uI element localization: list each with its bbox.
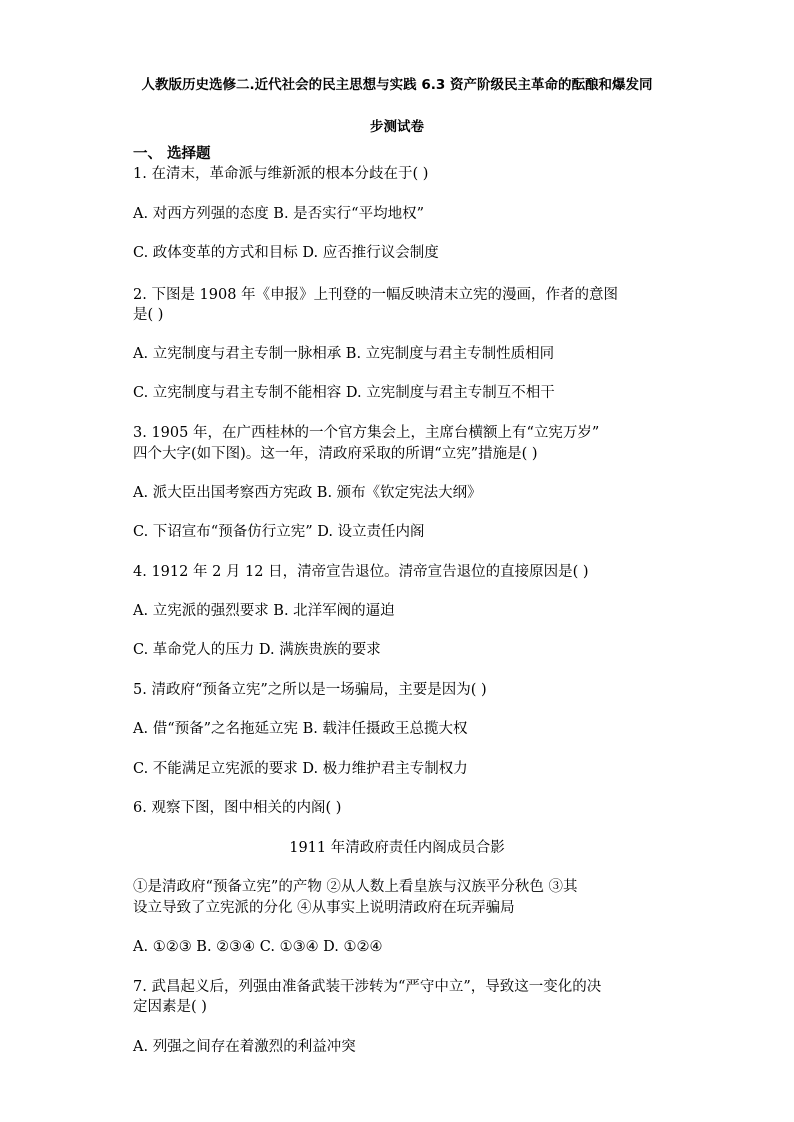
question-1-options-row-1: A. 对西方列强的态度 B. 是否实行“平均地权” (133, 206, 424, 222)
question-5-stem: 5. 清政府“预备立宪”之所以是一场骗局，主要是因为( ) (133, 682, 487, 698)
question-6-statements-line-2: 设立导致了立宪派的分化 ④从事实上说明清政府在玩弄骗局 (133, 900, 515, 916)
question-1-stem: 1. 在清末，革命派与维新派的根本分歧在于( ) (133, 166, 429, 182)
question-2-options-row-1: A. 立宪制度与君主专制一脉相承 B. 立宪制度与君主专制性质相同 (133, 346, 555, 362)
question-3-stem-line-2: 四个大字(如下图)。这一年，清政府采取的所谓“立宪”措施是( ) (133, 446, 538, 462)
question-6-figure-caption: 1911 年清政府责任内阁成员合影 (289, 840, 505, 856)
document-title-line-1: 人教版历史选修二.近代社会的民主思想与实践 6.3 资产阶级民主革命的酝酿和爆发同 (141, 77, 653, 93)
question-5-options-row-2: C. 不能满足立宪派的要求 D. 极力维护君主专制权力 (133, 761, 468, 777)
question-3-options-row-1: A. 派大臣出国考察西方宪政 B. 颁布《钦定宪法大纲》 (133, 485, 482, 501)
document-title-line-2: 步测试卷 (370, 119, 424, 135)
question-6-options-row: A. ①②③ B. ②③④ C. ①③④ D. ①②④ (133, 939, 383, 955)
question-7-option-a: A. 列强之间存在着激烈的利益冲突 (133, 1039, 356, 1055)
question-6-stem: 6. 观察下图，图中相关的内阁( ) (133, 800, 342, 816)
question-2-stem-line-1: 2. 下图是 1908 年《申报》上刊登的一幅反映清末立宪的漫画，作者的意图 (133, 287, 619, 303)
question-7-stem-line-2: 定因素是( ) (133, 999, 207, 1015)
question-3-options-row-2: C. 下诏宣布“预备仿行立宪” D. 设立责任内阁 (133, 524, 425, 540)
question-4-options-row-2: C. 革命党人的压力 D. 满族贵族的要求 (133, 642, 381, 658)
question-4-stem: 4. 1912 年 2 月 12 日，清帝宣告退位。清帝宣告退位的直接原因是( ) (133, 564, 589, 580)
question-4-options-row-1: A. 立宪派的强烈要求 B. 北洋军阀的逼迫 (133, 603, 395, 619)
question-2-options-row-2: C. 立宪制度与君主专制不能相容 D. 立宪制度与君主专制互不相干 (133, 385, 555, 401)
question-6-statements-line-1: ①是清政府“预备立宪”的产物 ②从人数上看皇族与汉族平分秋色 ③其 (133, 879, 578, 895)
question-7-stem-line-1: 7. 武昌起义后，列强由准备武装干涉转为“严守中立”，导致这一变化的决 (133, 979, 602, 995)
question-2-stem-line-2: 是( ) (133, 307, 164, 323)
question-3-stem-line-1: 3. 1905 年，在广西桂林的一个官方集会上，主席台横额上有“立宪万岁” (133, 425, 600, 441)
question-1-options-row-2: C. 政体变革的方式和目标 D. 应否推行议会制度 (133, 245, 439, 261)
question-5-options-row-1: A. 借“预备”之名拖延立宪 B. 载沣任摄政王总揽大权 (133, 721, 468, 737)
section-heading: 一、 选择题 (133, 146, 211, 162)
